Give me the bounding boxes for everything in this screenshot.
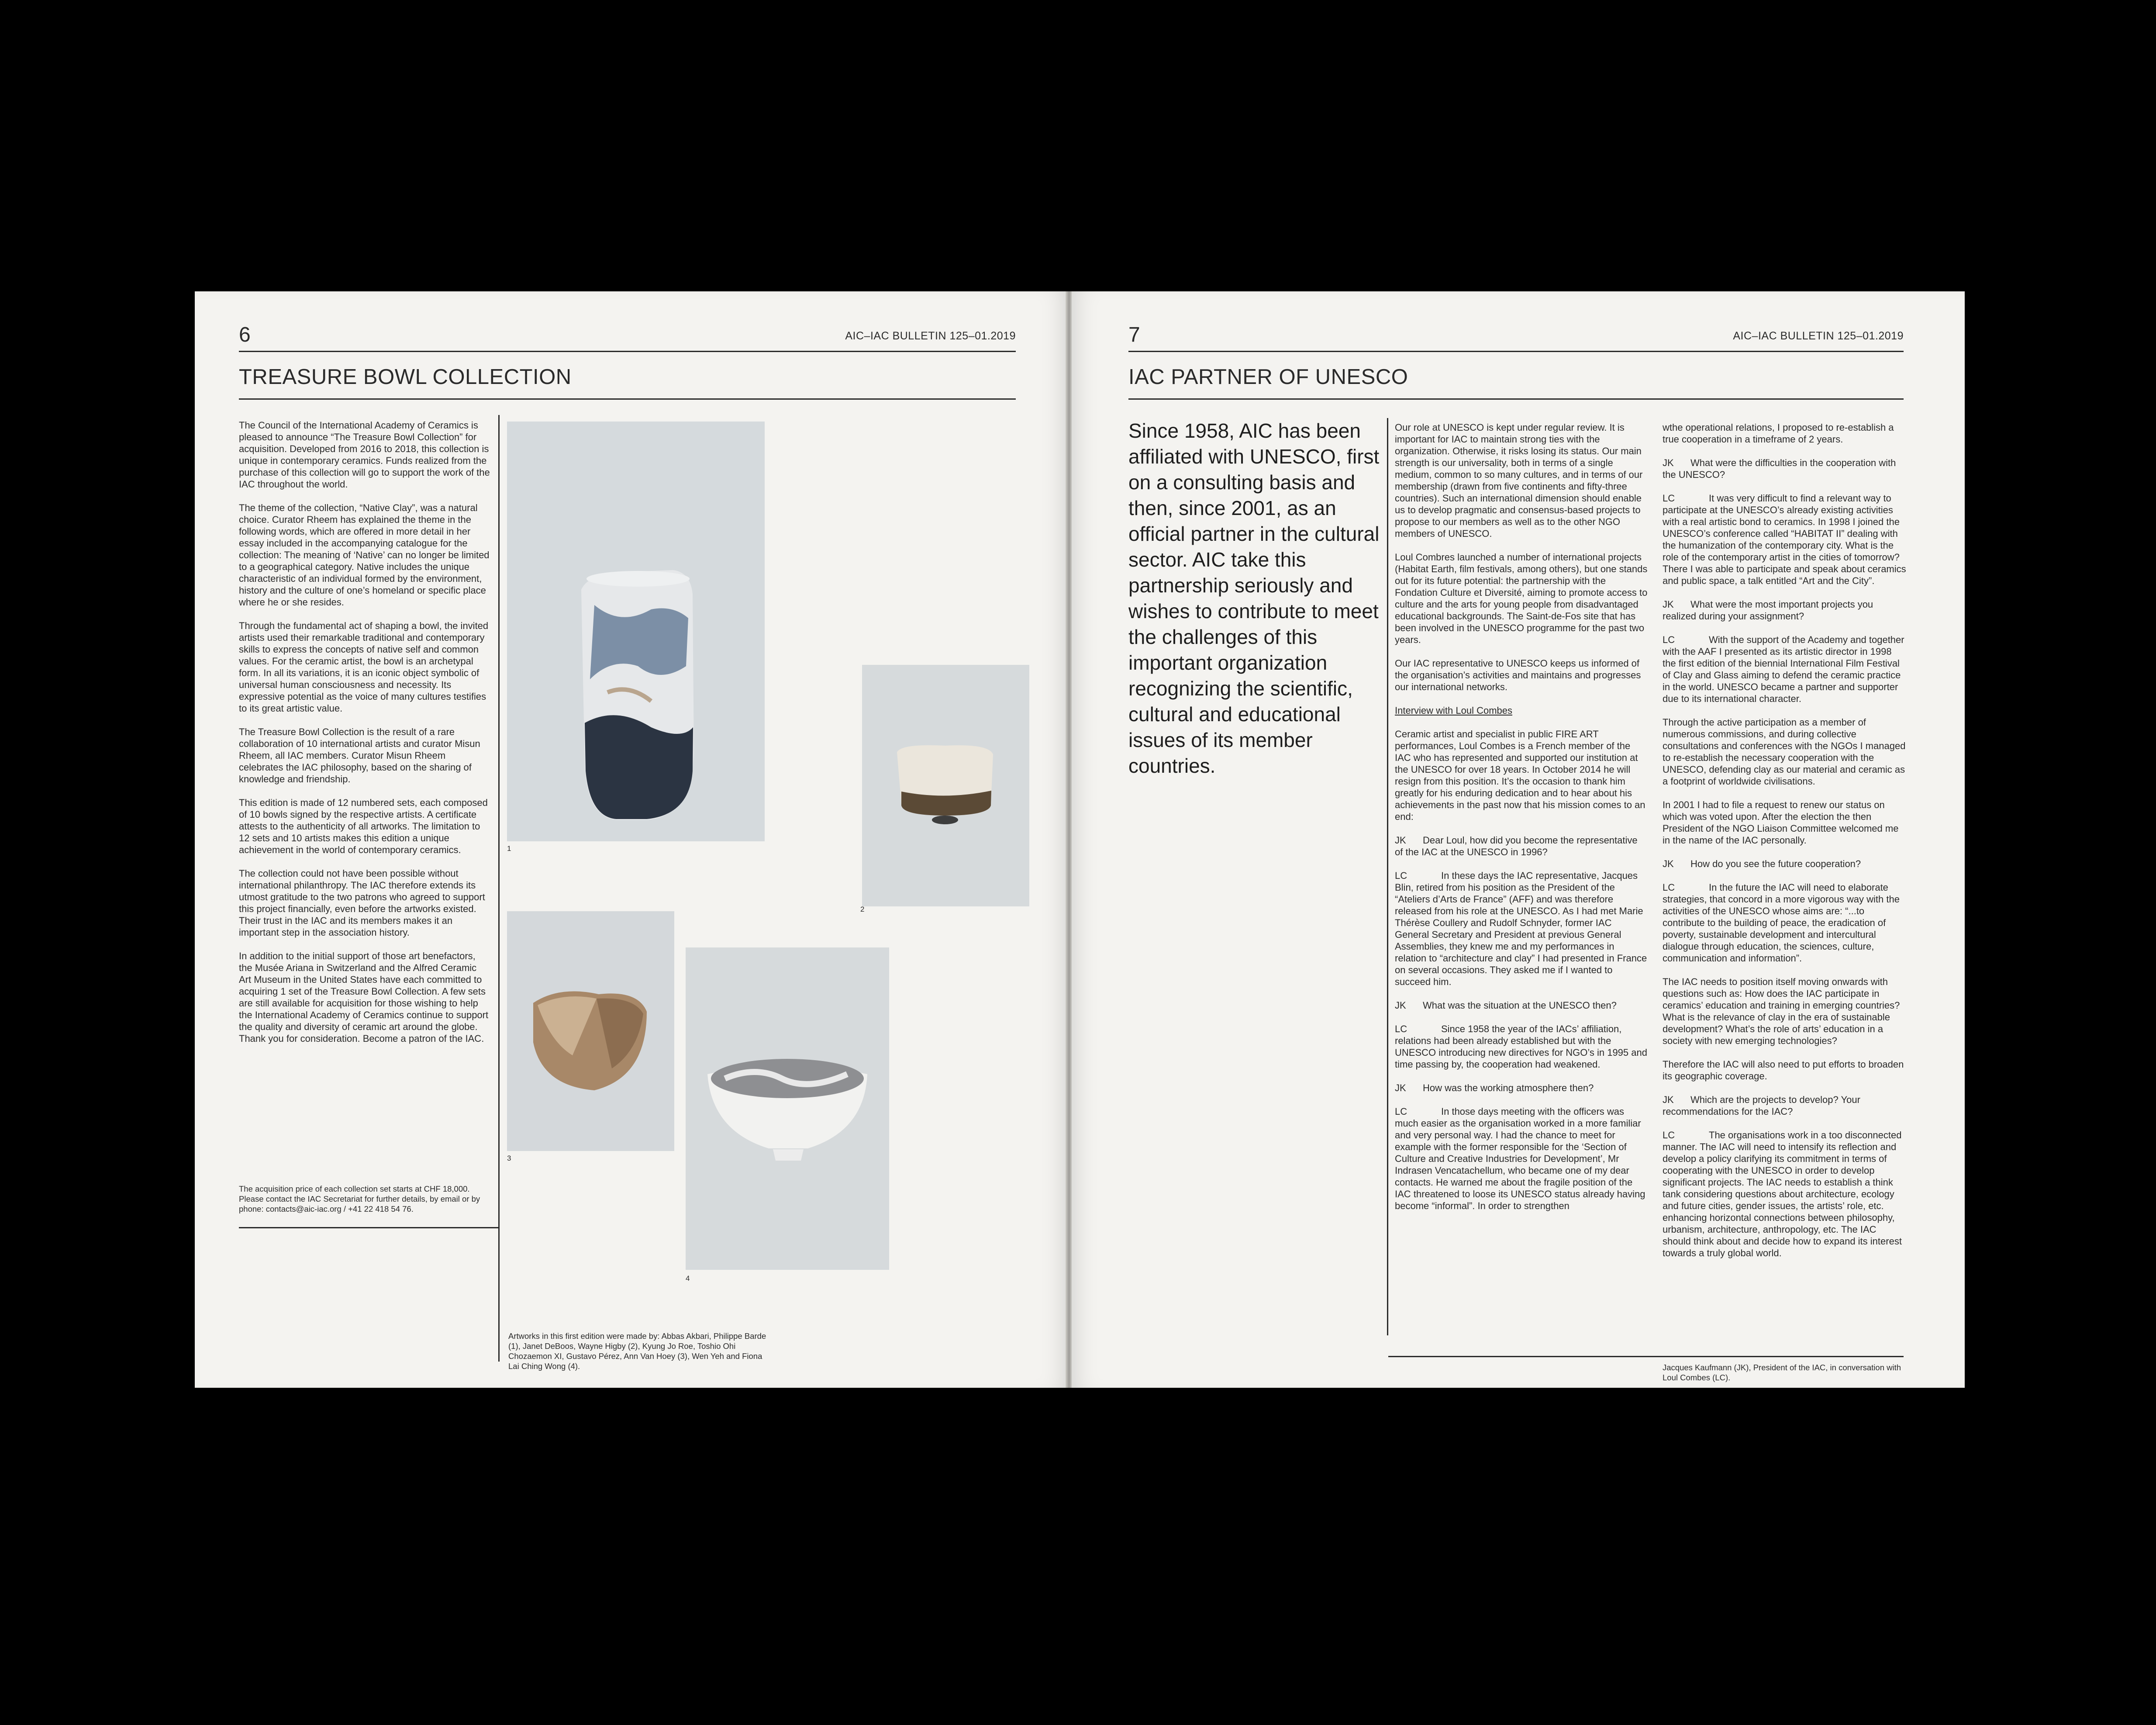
artwork-credits: Artworks in this first edition were made by: Abbas Akbari, Philippe Barde (1), Janet DeBoos, Wayne Higby (2), Kyung Jo Roe, Toshio Ohi Chozaemon XI, Gustavo Pérez, Ann Van Hoey (3), Wen Yeh and Fiona Lai Ching Wong (4). [508,1331,766,1371]
photo-caption: 2 [860,905,865,913]
title-rule [1128,398,1904,400]
qa-text: In the future the IAC will need to elaborate strategies, that concord in a more vigorous way with the activities of the UNESCO whose aims are: “...to contribute to the building of peace, the eradication of poverty, sustainable development and intercultural dialogue through education, the sciences, culture, communication and information”. [1663,882,1900,964]
header-rule [239,351,1016,352]
right-page [1072,291,1965,1388]
paragraph: This edition is made of 12 numbered sets, each composed of 10 bowls signed by the respective artists. A certificate attests to the authenticity of all artworks. The limitation to 12 sets and 10 artists makes this edition a unique achievement in the world of contemporary ceramics. [239,797,488,855]
page-number: 7 [1128,323,1140,346]
pull-quote: Since 1958, AIC has been affiliated with UNESCO, first on a consulting basis and then, since 2001, as an official partner in the cultural sector. AIC take this partnership seriously and wishes to contribute to meet the challenges of this important organization recognizing the scientific, cultural and educational issues of its member countries. [1128,419,1380,777]
paragraph: Through the active participation as a member of numerous commissions, and during collective consultations and conferences with the NGOs I managed to re-establish the necessary cooperation with the UNESCO, defending clay as our material and ceramic as a footprint of worldwide civilisations. [1663,717,1906,787]
photo-caption: 4 [686,1274,690,1283]
speaker-label: JK [1663,1094,1674,1105]
article-column-1 [1395,422,1648,1224]
paragraph: Therefore the IAC will also need to put efforts to broaden its geographic coverage. [1663,1059,1904,1082]
artwork-photo-4 [686,947,889,1270]
qa-text: Dear Loul, how did you become the representative of the IAC at the UNESCO in 1996? [1395,835,1638,857]
qa-text: In those days meeting with the officers was much easier as the organisation worked in a more familiar and very personal way. I had the chance to meet for example with the former responsible for the ‘Section of Culture and Creative Industries for Development’, Mr Indrasen Vencatachellum, who became one of my dear contacts. He warned me about the fragile position of the IAC threatened to loose its UNESCO status already having become “informal”. In order to strengthen [1395,1106,1645,1211]
speaker-label: LC [1663,493,1675,504]
paragraph: wthe operational relations, I proposed to re-establish a true cooperation in a timeframe of 2 years. [1663,422,1894,445]
qa-item [1663,492,1907,587]
paragraph: The collection could not have been possible without international philanthropy. The IAC therefore extends its utmost gratitude to the two patrons who agreed to support this project financially, even before the artworks existed. Their trust in the IAC and its members makes it an important step in the association history. [239,868,485,938]
paragraph: The IAC needs to position itself moving onwards with questions such as: How does the IAC participate in ceramics’ education and training in emerging countries? What is the relevance of clay in the era of sustainable development? What’s the role of arts’ education in a society with new emerging technologies? [1663,976,1900,1046]
page-title: IAC PARTNER OF UNESCO [1128,365,1408,389]
qa-text: What were the most important projects you realized during your assignment? [1663,599,1873,622]
qa-item [1663,457,1907,481]
qa-text: What were the difficulties in the cooperation with the UNESCO? [1663,457,1896,480]
qa-item [1395,870,1648,988]
paragraph: In addition to the initial support of those art benefactors, the Musée Ariana in Switzerland and the Alfred Ceramic Art Museum in the United States have each committed to acquiring 1 set of the Treasure Bowl Collection. A few sets are still available for acquisition for those wishing to help the International Academy of Ceramics continue to support the quality and diversity of ceramic art around the globe. Thank you for consideration. Become a patron of the IAC. [239,951,489,1044]
qa-text: In these days the IAC representative, Jacques Blin, retired from his position as the President of the “Ateliers d’Arts de France” (AFF) and was therefore released from his role at the UNESCO. As I had met Marie Thérèse Coullery and Rudolf Schnyder, former IAC General Secretary and President at previous General Assemblies, they knew me and my performances in relation to “architecture and clay” I had presented in France on several occasions. They asked me if I wanted to succeed him. [1395,870,1647,987]
paragraph: Through the fundamental act of shaping a bowl, the invited artists used their remarkable traditional and contemporary skills to express the concepts of native self and common values. For the ceramic artist, the bowl is an archetypal form. In all its variations, it is an iconic object symbolic of universal human consciousness and necessity. Its expressive potential as the voice of many cultures testifies to its great artistic value. [239,620,489,714]
column-divider [1387,418,1388,1335]
qa-item [1395,1023,1648,1070]
column-bottom-rule [239,1227,500,1228]
photo-caption: 1 [507,844,511,853]
qa-item [1663,1129,1907,1259]
paragraph: The Treasure Bowl Collection is the result of a rare collaboration of 10 international artists and curator Misun Rheem, all IAC members. Curator Misun Rheem celebrates the IAC philosophy, based on the sharing of knowledge and friendship. [239,726,480,785]
qa-item [1663,598,1907,622]
article-text [239,419,490,1056]
qa-text: What was the situation at the UNESCO then? [1423,1000,1617,1011]
speaker-label: LC [1663,1130,1675,1141]
qa-text: It was very difficult to find a relevant way to participate at the UNESCO’s already existing activities with a real artistic bond to ceramics. In 1998 I joined the UNESCO’s conference called “HABITAT II” dealing with the humanization of the contemporary city. What is the role of the contemporary artist in the cities of tomorrow? There I was able to participate and speak about ceramics and public space, a talk entitled “Art and the City”. [1663,493,1906,586]
speaker-label: JK [1663,599,1674,610]
qa-item [1395,834,1648,858]
interview-intro: Ceramic artist and specialist in public FIRE ART performances, Loul Combes is a French member of the IAC who has represented and supported our institution at the UNESCO for over 18 years. In October 2014 he will resign from this position. It’s the occasion to thank him greatly for his enduring dedication and to hear about his achievements in the past now that his mission comes to an end: [1395,729,1645,822]
interview-heading: Interview with Loul Combes [1395,705,1513,716]
qa-text: Since 1958 the year of the IACs’ affiliation, relations had been already established but with the UNESCO introducing new directives for NGO’s in 1995 and time passing by, the cooperation had weakened. [1395,1023,1647,1070]
page-number: 6 [239,323,251,346]
speaker-label: LC [1663,882,1675,893]
qa-item [1663,1094,1907,1117]
paragraph: Loul Combres launched a number of international projects (Habitat Earth, film festivals, among others), but one stands out for its future potential: the partnership with the Fondation Culture et Diversité, aiming to promote access to culture and the arts for young people from disadvantaged educational backgrounds. The Saint-de-Fos site that has been involved in the UNESCO programme for the past two years. [1395,552,1648,645]
qa-text: The organisations work in a too disconnected manner. The IAC will need to intensify its reflection and develop a policy clarifying its commitment in terms of cooperating with the UNESCO in order to develop significant projects. The IAC needs to establish a think tank considering questions about architecture, ecology and future cities, gender issues, the artists’ role, etc. enhancing horizontal connections between philosophy, urbanism, architecture, anthropology, etc. The IAC should think about and decide how to expand its interest towards a truly global world. [1663,1130,1902,1258]
title-rule [239,398,1016,400]
speaker-label: LC [1663,634,1675,645]
qa-item [1663,634,1907,705]
speaker-label: JK [1663,858,1674,869]
artwork-photo-2 [862,665,1029,906]
article-column-2 [1663,422,1907,1271]
speaker-label: LC [1395,1023,1407,1034]
bulletin-header: AIC–IAC BULLETIN 125–01.2019 [1733,330,1904,342]
page-title: TREASURE BOWL COLLECTION [239,365,572,389]
qa-text: How do you see the future cooperation? [1690,858,1861,869]
left-page [195,291,1067,1388]
photo-caption: 3 [507,1154,511,1162]
price-note: The acquisition price of each collection set starts at CHF 18,000. Please contact the IAC Secretariat for further details, by email or by phone: contacts@aic-iac.org / +41 22 418 54 76. [239,1184,480,1213]
qa-text: Which are the projects to develop? Your recommendations for the IAC? [1663,1094,1860,1117]
interview-footer-note: Jacques Kaufmann (JK), President of the IAC, in conversation with Loul Combes (LC). [1663,1363,1901,1382]
qa-text: With the support of the Academy and together with the AAF I presented as its artistic director in 1998 the first edition of the biennial International Film Festival of Clay and Glass aiming to defend the ceramic practice in the world. UNESCO became a partner and supporter due to its international character. [1663,634,1904,704]
qa-item [1663,882,1907,964]
qa-item [1395,1082,1648,1094]
speaker-label: JK [1395,1000,1406,1011]
qa-item [1663,858,1907,870]
paragraph: In 2001 I had to file a request to renew our status on which was voted upon. After the election the then President of the NGO Liaison Committee welcomed me in the name of the IAC personally. [1663,799,1899,846]
column-divider [498,415,500,1362]
paragraph: The Council of the International Academy of Ceramics is pleased to announce “The Treasure Bowl Collection” for acquisition. Developed from 2016 to 2018, this collection is unique in contemporary ceramics. Funds realized from the purchase of this collection will go to support the work of the IAC throughout the world. [239,420,490,490]
paragraph: The theme of the collection, “Native Clay”, was a natural choice. Curator Rheem has explained the theme in the following words, which are offered in more detail in her essay included in the accompanying catalogue for the collection: The meaning of ‘Native’ can no longer be limited to a geographical category. Native includes the unique characteristic of an individual formed by the environment, history and the culture of one’s homeland or specific place where he or she resides. [239,502,490,608]
header-rule [1128,351,1904,352]
artwork-photo-3 [507,911,674,1151]
speaker-label: JK [1395,1082,1406,1093]
speaker-label: JK [1663,457,1674,468]
bulletin-header: AIC–IAC BULLETIN 125–01.2019 [845,330,1016,342]
paragraph: Our IAC representative to UNESCO keeps us informed of the organisation’s activities and maintains and progresses our international networks. [1395,658,1641,692]
speaker-label: JK [1395,835,1406,846]
artwork-photo-1 [507,422,765,841]
speaker-label: LC [1395,870,1407,881]
footer-rule [1388,1356,1904,1357]
qa-text: How was the working atmosphere then? [1423,1082,1594,1093]
speaker-label: LC [1395,1106,1407,1117]
paragraph: Our role at UNESCO is kept under regular review. It is important for IAC to maintain strong ties with the organization. Otherwise, it risks losing its status. Our main strength is our universality, both in terms of a single medium, common to so many cultures, and in terms of our membership (drawn from five continents and fifty-three countries). Such an international dimension should enable us to develop pragmatic and consensus-based projects to propose to our members as well as to the other NGO members of UNESCO. [1395,422,1643,539]
qa-item [1395,1106,1648,1212]
qa-item [1395,999,1648,1011]
